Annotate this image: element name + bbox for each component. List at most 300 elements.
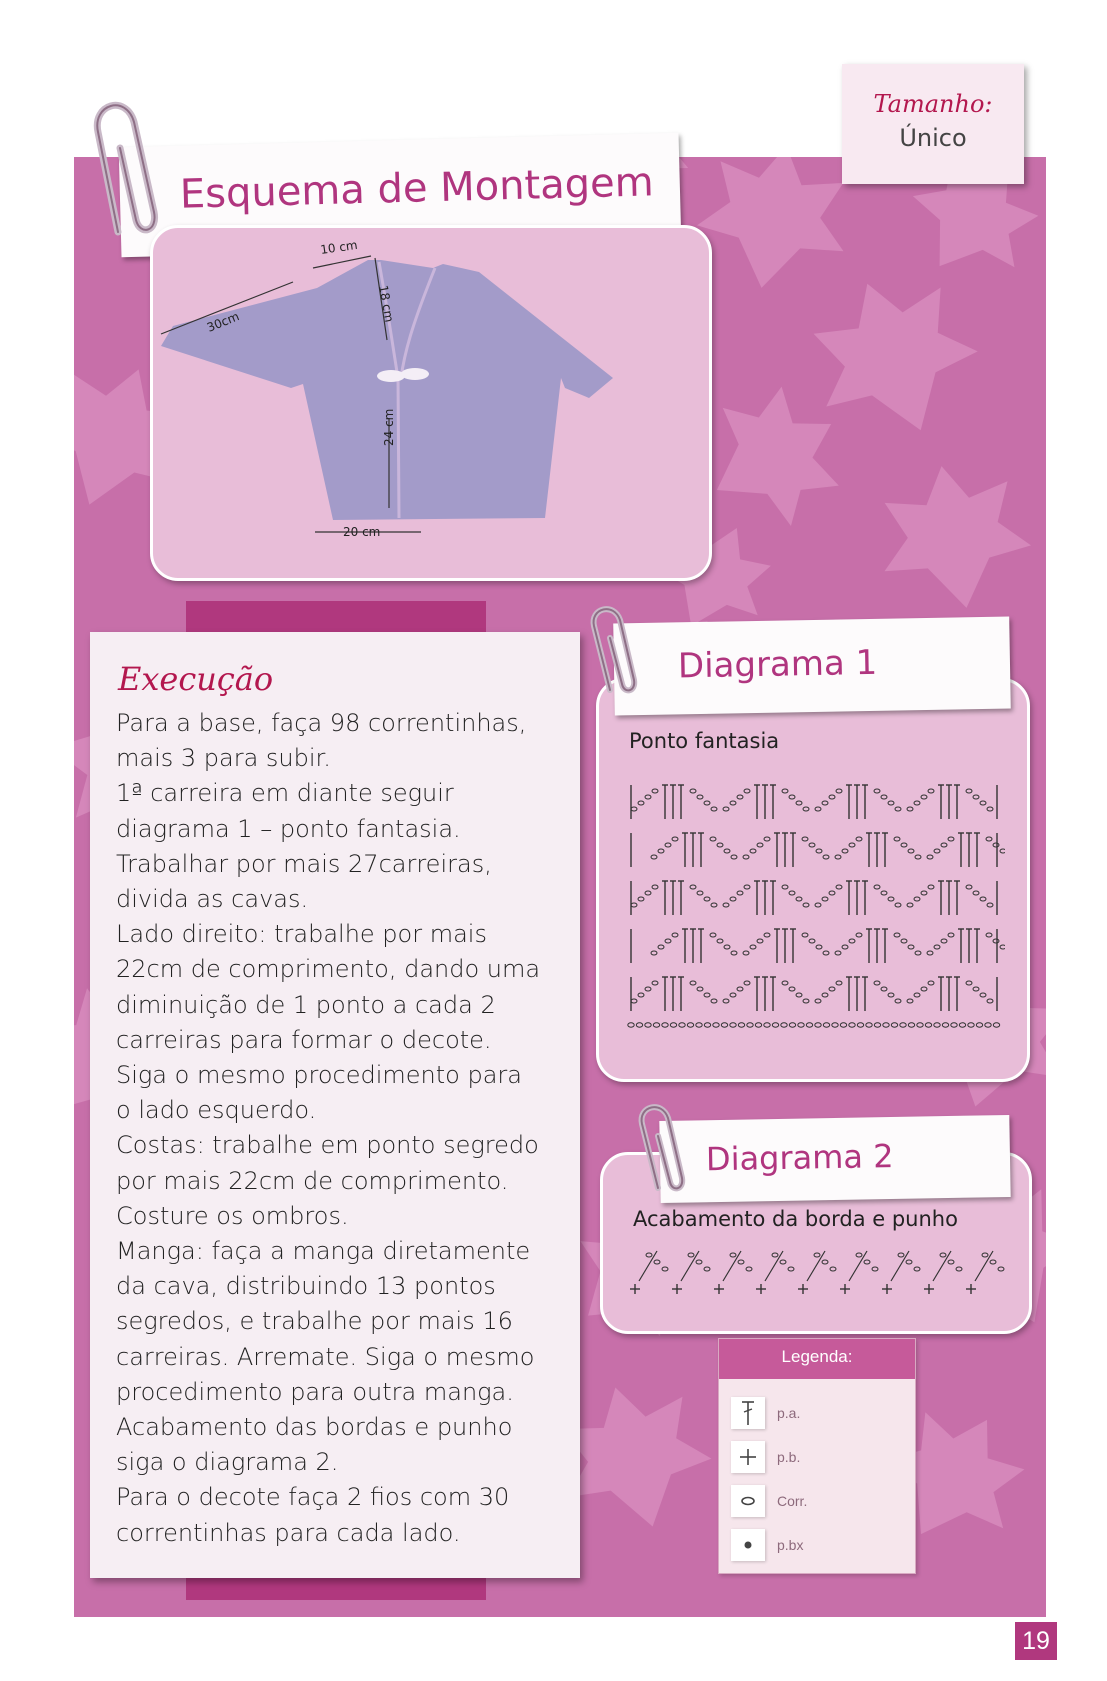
diagram-symbol (822, 1260, 828, 1264)
diagram-symbol (782, 789, 788, 793)
diagram-symbol (658, 849, 664, 853)
diagram-symbol (835, 855, 841, 859)
diagram-symbol (823, 855, 829, 859)
diagram-symbol (921, 987, 927, 991)
diagram-symbol (730, 897, 736, 901)
size-card (842, 64, 1024, 184)
diagram-symbol (765, 1251, 783, 1281)
diagram-symbol (888, 993, 894, 997)
diagram-symbol (891, 1251, 909, 1281)
diagram-symbol (823, 951, 829, 955)
paperclip-icon (580, 594, 660, 704)
diagram1-title: Diagrama 1 (677, 642, 878, 687)
diagram-symbol (942, 1023, 948, 1027)
diagram-symbol (980, 897, 986, 901)
execution-line: Costure os ombros. (116, 1201, 349, 1230)
diagram-symbol (652, 981, 658, 985)
diagram-symbol (915, 855, 921, 859)
diagram-symbol (829, 795, 835, 799)
diagram-symbol (803, 999, 809, 1003)
diagram-symbol (914, 1267, 920, 1271)
diagram-symbol (836, 981, 842, 985)
diagram2-title: Diagrama 2 (705, 1136, 894, 1179)
execution-line: carreiras. Arremate. Siga o mesmo (116, 1342, 535, 1371)
diagram-symbol (690, 789, 696, 793)
diagram-symbol (857, 1023, 863, 1027)
sweater-diagram (153, 228, 709, 578)
diagram-symbol (809, 939, 815, 943)
diagram-symbol (658, 945, 664, 949)
diagram-symbol (836, 885, 842, 889)
diagram-symbol (987, 807, 993, 811)
diagram-symbol (711, 807, 717, 811)
diagram-symbol (717, 843, 723, 847)
diagram-symbol (815, 807, 821, 811)
diagram-symbol (934, 849, 940, 853)
diagram-symbol (840, 1023, 846, 1027)
diagram2-title-card (659, 1115, 1010, 1203)
diagram-symbol (895, 903, 901, 907)
diagram-symbol (731, 951, 737, 955)
diagram-symbol (631, 807, 637, 811)
diagram-symbol (789, 795, 795, 799)
diagram-symbol (928, 981, 934, 985)
diagram-symbol (704, 1023, 710, 1027)
diagram-symbol (975, 1251, 993, 1281)
diagram-symbol (670, 1023, 676, 1027)
diagram-symbol (914, 897, 920, 901)
diagram-symbol (849, 939, 855, 943)
diagram-symbol (814, 1253, 820, 1257)
diagram-symbol (874, 789, 880, 793)
diagram-symbol (990, 1260, 996, 1264)
diagram-symbol (764, 837, 770, 841)
size-label: Tamanho: (873, 90, 993, 118)
diagram-symbol (908, 849, 914, 853)
execution-line: Trabalhar por mais 27carreiras, (116, 849, 492, 878)
diagram-symbol (645, 1023, 651, 1027)
diagram-symbol (966, 789, 972, 793)
diagram-symbol (652, 885, 658, 889)
diagram-symbol (628, 1023, 634, 1027)
diagram-symbol (915, 951, 921, 955)
diagram-symbol (750, 945, 756, 949)
diagram-symbol (653, 1023, 659, 1027)
diagram-symbol (830, 1267, 836, 1271)
diagram-symbol (747, 1023, 753, 1027)
legend-title: Legenda: (719, 1339, 915, 1379)
diagram-symbol (631, 903, 637, 907)
diagram-symbol (986, 933, 992, 937)
diagram-symbol (835, 951, 841, 955)
page-number: 19 (1015, 1622, 1057, 1660)
diagram-symbol (917, 1023, 923, 1027)
diagram-symbol (842, 849, 848, 853)
diagram-symbol (789, 1023, 795, 1027)
diagram-symbol (704, 897, 710, 901)
diagram-symbol (927, 951, 933, 955)
diagram-symbol (895, 807, 901, 811)
diagram-symbol (980, 801, 986, 805)
diagram-symbol (816, 849, 822, 853)
diagram1-title-card (613, 617, 1011, 716)
diagram-symbol (654, 1260, 660, 1264)
diagram-symbol (907, 903, 913, 907)
diagram-symbol (829, 987, 835, 991)
diagram-symbol (662, 1023, 668, 1027)
diagram-symbol (956, 1267, 962, 1271)
diagram-symbol (856, 1253, 862, 1257)
diagram-symbol (973, 891, 979, 895)
diagram-symbol (968, 1023, 974, 1027)
diagram-symbol (948, 933, 954, 937)
diagram-symbol (789, 891, 795, 895)
diagram-symbol (645, 987, 651, 991)
diagram-symbol (651, 855, 657, 859)
execution-line: Acabamento das bordas e punho (116, 1413, 513, 1442)
diagram-symbol (746, 1267, 752, 1271)
diagram-symbol (815, 903, 821, 907)
diagram-symbol (780, 1260, 786, 1264)
diagram-symbol (782, 981, 788, 985)
diagram-symbol (638, 897, 644, 901)
execution-text (116, 706, 576, 1551)
diagram1-panel (596, 678, 1030, 1082)
diagram-symbol (730, 1023, 736, 1027)
diagram-symbol (690, 885, 696, 889)
diagram-symbol (782, 885, 788, 889)
diagram-symbol (921, 795, 927, 799)
diagram-symbol (802, 933, 808, 937)
diagram-symbol (1000, 945, 1005, 949)
diagram-symbol (993, 843, 999, 847)
diagram-symbol (704, 801, 710, 805)
diagram-symbol (764, 933, 770, 937)
diagram1-chart (625, 773, 1005, 1033)
diagram-symbol (976, 1023, 982, 1027)
page-title: Esquema de Montagem (179, 159, 655, 218)
diagram-symbol (866, 1023, 872, 1027)
diagram-symbol (772, 1023, 778, 1027)
diagram-symbol (908, 945, 914, 949)
diagram-symbol (724, 945, 730, 949)
diagram-symbol (907, 999, 913, 1003)
diagram-symbol (908, 1023, 914, 1027)
diagram-symbol (807, 1251, 825, 1281)
assembly-schema-panel (150, 225, 712, 581)
diagram-symbol (710, 837, 716, 841)
diagram-symbol (730, 1253, 736, 1257)
execution-line: siga o diagrama 2. (116, 1448, 339, 1477)
diagram-symbol (891, 1023, 897, 1027)
diagram-symbol (987, 903, 993, 907)
diagram-symbol (638, 801, 644, 805)
diagram-symbol (711, 999, 717, 1003)
diagram-symbol (966, 981, 972, 985)
diagram-symbol (987, 999, 993, 1003)
legend-label: p.b. (777, 1449, 801, 1465)
diagram-symbol (798, 1023, 804, 1027)
diagram-symbol (697, 891, 703, 895)
diagram-symbol (856, 933, 862, 937)
execution-line: Para a base, faça 98 correntinhas, (116, 709, 527, 737)
diagram-symbol (721, 1023, 727, 1027)
execution-line: diminuição de 1 ponto a cada 2 (116, 990, 496, 1019)
execution-line: 1ª carreira em diante seguir (116, 779, 454, 808)
chain-icon (731, 1485, 765, 1517)
diagram-symbol (781, 1023, 787, 1027)
diagram2-subtitle: Acabamento da borda e punho (633, 1207, 958, 1231)
diagram-symbol (894, 837, 900, 841)
execution-line: carreiras para formar o decote. (116, 1025, 492, 1054)
diagram-symbol (665, 843, 671, 847)
diagram-symbol (822, 993, 828, 997)
execution-line: divida as cavas. (116, 885, 309, 914)
bow-right (401, 368, 429, 380)
diagram-symbol (973, 987, 979, 991)
paperclip-icon (628, 1092, 708, 1202)
diagram-symbol (815, 999, 821, 1003)
diagram-symbol (914, 801, 920, 805)
diagram-symbol (941, 939, 947, 943)
diagram-symbol (737, 987, 743, 991)
diagram-symbol (966, 885, 972, 889)
diagram-symbol (730, 993, 736, 997)
diagram1-subtitle: Ponto fantasia (629, 729, 780, 753)
execution-line: segredos, e trabalhe por mais 16 (116, 1307, 513, 1336)
diagram-symbol (717, 939, 723, 943)
diagram-symbol (928, 789, 934, 793)
diagram-symbol (639, 1251, 657, 1281)
diagram-symbol (764, 1023, 770, 1027)
diagram-symbol (864, 1260, 870, 1264)
diagram-symbol (993, 1023, 999, 1027)
execution-line: procedimento para outra manga. (116, 1377, 514, 1406)
diagram-symbol (802, 837, 808, 841)
single-crochet-icon (731, 1441, 765, 1473)
diagram-symbol (940, 1253, 946, 1257)
diagram-symbol (723, 807, 729, 811)
diagram-symbol (829, 891, 835, 895)
diagram-symbol (815, 1023, 821, 1027)
diagram-symbol (901, 939, 907, 943)
diagram-symbol (723, 903, 729, 907)
diagram-symbol (757, 843, 763, 847)
diagram-symbol (973, 795, 979, 799)
diagram-symbol (872, 1267, 878, 1271)
diagram-symbol (881, 795, 887, 799)
diagram-symbol (907, 807, 913, 811)
diagram-symbol (665, 939, 671, 943)
diagram-symbol (731, 855, 737, 859)
diagram-symbol (888, 897, 894, 901)
diagram-symbol (822, 897, 828, 901)
diagram-symbol (842, 945, 848, 949)
execution-line: Lado direito: trabalhe por mais (116, 920, 487, 949)
diagram-symbol (723, 1251, 741, 1281)
diagram-symbol (631, 999, 637, 1003)
diagram-symbol (874, 981, 880, 985)
diagram-symbol (796, 897, 802, 901)
diagram-symbol (985, 1023, 991, 1027)
diagram-symbol (652, 789, 658, 793)
diagram-symbol (796, 993, 802, 997)
execution-line: correntinhas para cada lado. (116, 1518, 461, 1547)
measure-neck: 18 cm (376, 284, 397, 324)
diagram-symbol (1000, 849, 1005, 853)
diagram-symbol (696, 1023, 702, 1027)
diagram-symbol (806, 1023, 812, 1027)
diagram-symbol (772, 1253, 778, 1257)
legend-box (718, 1338, 916, 1574)
execution-line: o lado esquerdo. (116, 1096, 317, 1125)
diagram2-chart (627, 1239, 1007, 1299)
execution-line: diagrama 1 – ponto fantasia. (116, 814, 461, 843)
diagram-symbol (688, 1253, 694, 1257)
diagram-symbol (998, 1267, 1004, 1271)
legend-label: p.a. (777, 1405, 801, 1421)
diagram-symbol (914, 993, 920, 997)
diagram-symbol (636, 1023, 642, 1027)
diagram-symbol (934, 945, 940, 949)
diagram-symbol (757, 939, 763, 943)
diagram-symbol (982, 1253, 988, 1257)
diagram-symbol (737, 891, 743, 895)
diagram-symbol (738, 1260, 744, 1264)
execution-line: Manga: faça a manga diretamente (116, 1237, 531, 1266)
diagram-symbol (638, 993, 644, 997)
diagram-symbol (645, 795, 651, 799)
diagram-symbol (933, 1251, 951, 1281)
execution-line: Para o decote faça 2 fios com 30 (116, 1483, 510, 1512)
diagram-symbol (951, 1023, 957, 1027)
diagram-symbol (704, 993, 710, 997)
diagram-symbol (744, 789, 750, 793)
diagram-symbol (921, 891, 927, 895)
double-crochet-icon (731, 1397, 765, 1429)
diagram-symbol (696, 1260, 702, 1264)
diagram-symbol (796, 801, 802, 805)
diagram-symbol (849, 1023, 855, 1027)
diagram-symbol (849, 1251, 867, 1281)
measure-width: 20 cm (343, 525, 381, 539)
diagram-symbol (697, 987, 703, 991)
execution-title: Execução (118, 660, 274, 698)
diagram-symbol (789, 987, 795, 991)
diagram-symbol (900, 1023, 906, 1027)
diagram-symbol (925, 1023, 931, 1027)
diagram-symbol (993, 939, 999, 943)
diagram-symbol (856, 837, 862, 841)
bow-left (377, 370, 405, 382)
execution-card (90, 632, 580, 1578)
diagram-symbol (986, 837, 992, 841)
diagram-symbol (934, 1023, 940, 1027)
diagram-symbol (744, 981, 750, 985)
diagram-symbol (901, 843, 907, 847)
diagram-symbol (723, 999, 729, 1003)
size-value: Único (899, 124, 967, 152)
diagram-symbol (711, 903, 717, 907)
diagram-symbol (681, 1251, 699, 1281)
legend-label: p.bx (777, 1537, 804, 1553)
diagram-symbol (803, 903, 809, 907)
execution-line: da cava, distribuindo 13 pontos (116, 1272, 496, 1301)
diagram-symbol (788, 1267, 794, 1271)
diagram-symbol (874, 1023, 880, 1027)
diagram-symbol (980, 993, 986, 997)
slip-stitch-icon (731, 1529, 765, 1561)
diagram-symbol (895, 999, 901, 1003)
diagram-symbol (874, 885, 880, 889)
diagram-symbol (822, 801, 828, 805)
execution-line: Costas: trabalhe em ponto segredo (116, 1131, 539, 1160)
measure-sleeve: 30cm (204, 309, 242, 335)
diagram-symbol (690, 981, 696, 985)
diagram-symbol (948, 837, 954, 841)
diagram-symbol (948, 1260, 954, 1264)
diagram-symbol (710, 933, 716, 937)
legend-label: Corr. (777, 1493, 808, 1509)
diagram-symbol (646, 1253, 652, 1257)
diagram-symbol (738, 1023, 744, 1027)
diagram-symbol (743, 855, 749, 859)
diagram-symbol (941, 843, 947, 847)
diagram-symbol (927, 855, 933, 859)
diagram-symbol (836, 789, 842, 793)
execution-line: mais 3 para subir. (116, 744, 331, 773)
measure-body: 24 cm (382, 408, 396, 446)
diagram-symbol (679, 1023, 685, 1027)
diagram-symbol (687, 1023, 693, 1027)
diagram-symbol (744, 885, 750, 889)
diagram-symbol (906, 1260, 912, 1264)
diagram-symbol (803, 807, 809, 811)
diagram-symbol (672, 837, 678, 841)
diagram-symbol (713, 1023, 719, 1027)
diagram-symbol (737, 795, 743, 799)
diagram-symbol (816, 945, 822, 949)
diagram-symbol (651, 951, 657, 955)
measure-shoulder: 10 cm (319, 237, 359, 257)
execution-line: 22cm de comprimento, dando uma (116, 955, 541, 984)
diagram-symbol (832, 1023, 838, 1027)
diagram-symbol (849, 843, 855, 847)
diagram-symbol (881, 987, 887, 991)
diagram-symbol (750, 849, 756, 853)
diagram-symbol (672, 933, 678, 937)
diagram-symbol (662, 1267, 668, 1271)
diagram-symbol (755, 1023, 761, 1027)
diagram-symbol (724, 849, 730, 853)
diagram-symbol (743, 951, 749, 955)
diagram-symbol (898, 1253, 904, 1257)
diagram-symbol (730, 801, 736, 805)
execution-line: por mais 22cm de comprimento. (116, 1166, 509, 1195)
diagram-symbol (823, 1023, 829, 1027)
diagram-symbol (881, 891, 887, 895)
diagram-symbol (894, 933, 900, 937)
diagram-symbol (704, 1267, 710, 1271)
diagram-symbol (928, 885, 934, 889)
diagram-symbol (959, 1023, 965, 1027)
diagram-symbol (888, 801, 894, 805)
diagram-symbol (883, 1023, 889, 1027)
diagram-symbol (809, 843, 815, 847)
diagram-symbol (697, 795, 703, 799)
diagram-symbol (645, 891, 651, 895)
execution-line: Siga o mesmo procedimento para (116, 1061, 523, 1090)
